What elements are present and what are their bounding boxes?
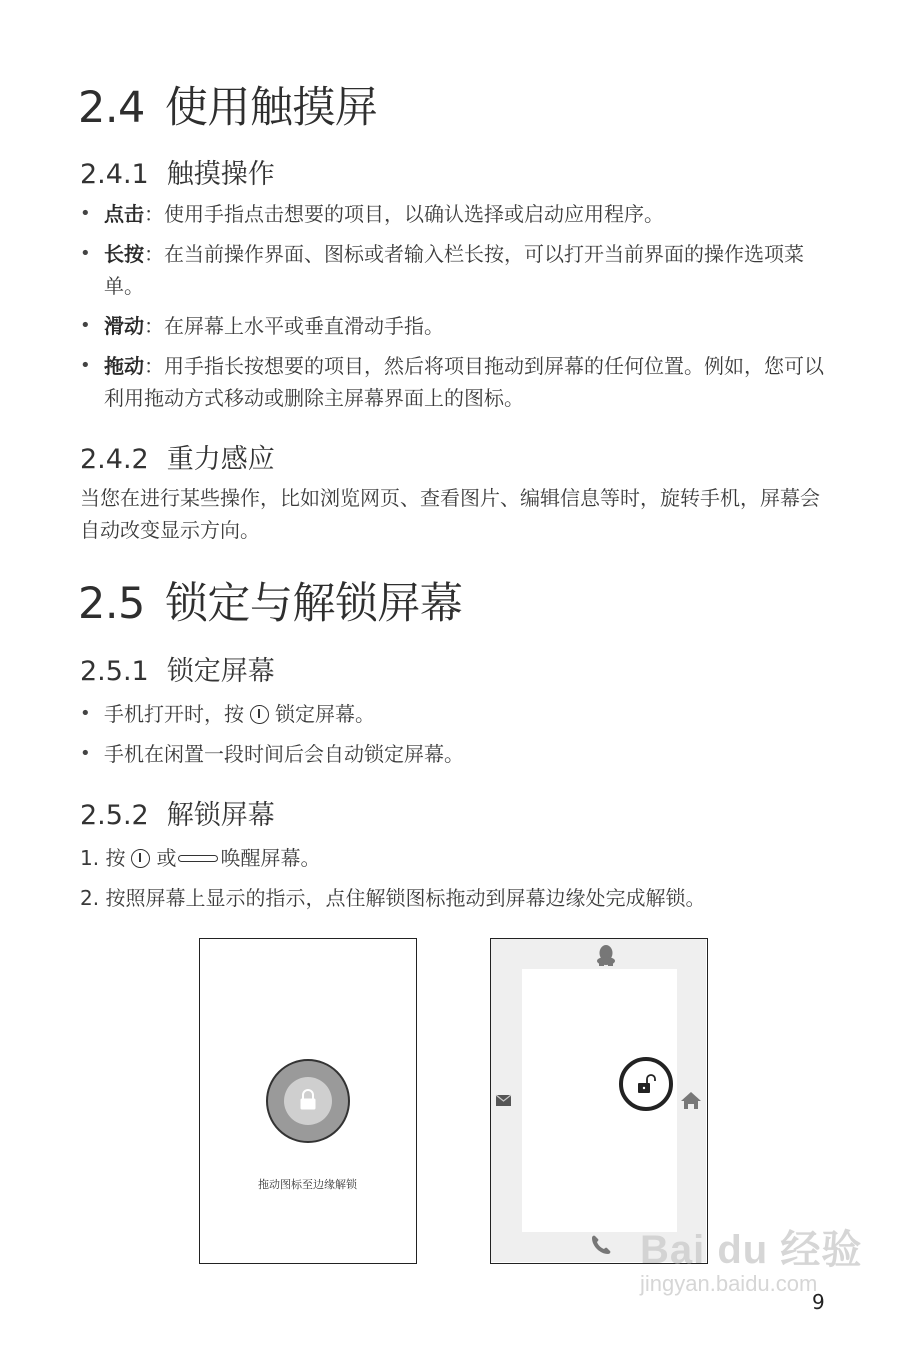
power-key-icon: [250, 705, 269, 724]
unlock-hint-text: 拖动图标至边缘解锁: [258, 1178, 357, 1191]
mail-icon: [496, 1095, 511, 1106]
menu-key-icon: [178, 855, 218, 862]
subsection-heading-2-5-1: 2.5.1 锁定屏幕: [80, 656, 275, 687]
list-item-tap: • 点击：使用手指点击想要的项目，以确认选择或启动应用程序。: [80, 198, 825, 230]
watermark-url: jingyan.baidu.com: [640, 1271, 818, 1296]
section-title: 使用触摸屏: [164, 83, 378, 133]
subsection-heading-2-5-2: 2.5.2 解锁屏幕: [80, 800, 275, 831]
section-number: 2.4: [78, 83, 145, 133]
unlock-shortcuts-illustration: [490, 938, 708, 1264]
subsection-heading-2-4-1: 2.4.1 触摸操作: [80, 159, 275, 190]
section-heading-2-5: 2.5 锁定与解锁屏幕: [78, 579, 463, 629]
list-item-swipe: • 滑动：在屏幕上水平或垂直滑动手指。: [80, 310, 825, 342]
step-2: 2. 按照屏幕上显示的指示，点住解锁图标拖动到屏幕边缘处完成解锁。: [80, 886, 706, 910]
list-item-auto-lock: • 手机在闲置一段时间后会自动锁定屏幕。: [80, 738, 825, 770]
unlock-shortcuts-graphic: [491, 939, 706, 1262]
power-key-icon: [131, 849, 150, 868]
list-item-lock-press: • 手机打开时，按 锁定屏幕。: [80, 698, 825, 730]
lock-screen-illustration: [199, 938, 417, 1264]
section-heading-2-4: [78, 74, 377, 135]
step-1: 1. 按 或 唤醒屏幕。: [80, 846, 321, 870]
baidu-jingyan-watermark: [640, 1218, 862, 1297]
list-item-drag: • 拖动：用手指长按想要的项目，然后将项目拖动到屏幕的任何位置。例如，您可以利用拖动方式移动或删除主屏幕界面上的图标。: [80, 350, 825, 414]
subsection-heading-2-4-2: 2.4.2 重力感应: [80, 444, 275, 475]
list-item-long-press: • 长按：在当前操作界面、图标或者输入栏长按，可以打开当前界面的操作选项菜单。: [80, 238, 825, 302]
page-number: 9: [812, 1290, 825, 1314]
watermark-logo: Bai du 经验: [640, 1228, 863, 1272]
lock-screen-graphic: [200, 939, 415, 1262]
gravity-sensor-paragraph: 当您在进行某些操作，比如浏览网页、查看图片、编辑信息等时，旋转手机，屏幕会自动改变显示方向。: [80, 486, 820, 542]
